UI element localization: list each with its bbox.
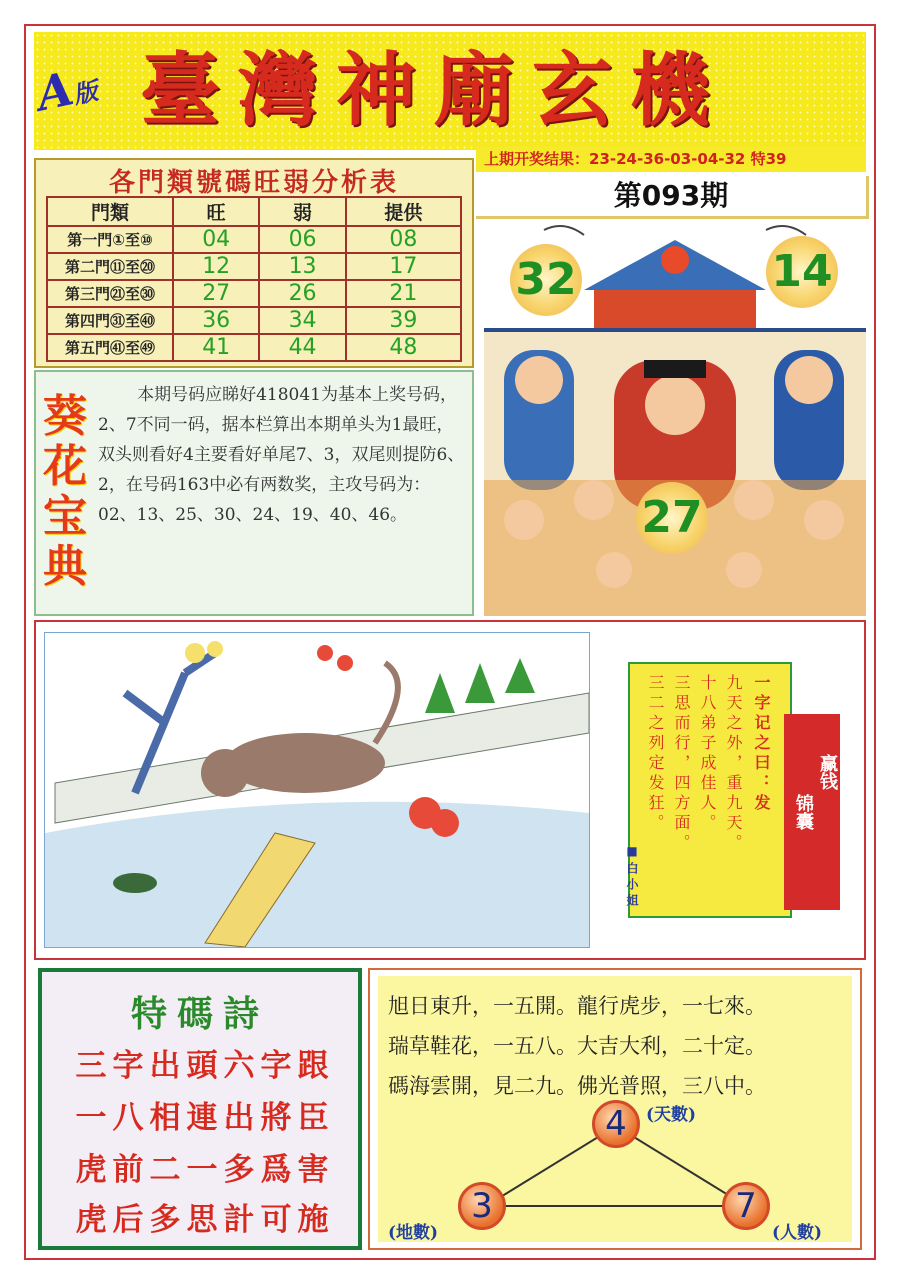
column-header: 弱 bbox=[259, 197, 345, 226]
poem-line: 一八相連出將臣 bbox=[75, 1100, 335, 1136]
lucky-number-disc: 32 bbox=[510, 244, 582, 316]
strong-cell: 36 bbox=[173, 307, 259, 334]
analysis-table bbox=[34, 158, 474, 368]
last-draw-result: 上期开奖结果：23-24-36-03-04-32 特39 bbox=[476, 146, 866, 172]
column-header: 門類 bbox=[47, 197, 173, 226]
human-label: (人數) bbox=[772, 1223, 823, 1243]
group-cell: 第五門㊶至㊾ bbox=[47, 334, 173, 361]
offer-cell: 48 bbox=[346, 334, 461, 361]
column-header: 提供 bbox=[346, 197, 461, 226]
verse-line: 碼海雲開，見二九。佛光普照，三八中。 bbox=[388, 1074, 766, 1098]
poem-line: 虎前二一多爲害 bbox=[75, 1152, 335, 1188]
riddle-illustration bbox=[44, 632, 590, 948]
offer-cell: 08 bbox=[346, 226, 461, 253]
table-header-row bbox=[47, 197, 461, 226]
scroll-heading: 一字记之曰：发 bbox=[752, 674, 771, 814]
monkey-scene-drawing bbox=[45, 633, 589, 947]
analysis-table-title: 各門類號碼旺弱分析表 bbox=[108, 168, 399, 198]
sunflower-box bbox=[34, 370, 474, 616]
group-cell: 第三門㉑至㉚ bbox=[47, 280, 173, 307]
tag-bottom-text: 锦囊 bbox=[793, 794, 814, 830]
scroll-verse-column: 三二之列定发狂。 bbox=[646, 674, 665, 834]
sunflower-text: 本期号码应睇好418041为基本上奖号码，2、7不同一码，据本栏算出本期单头为1最旺，双头则看好4主要看好单尾7、3，双尾则提防6、2，在号码163中必有两数奖，主攻号码为：02、13、25、30、24、19、40、46。 bbox=[98, 385, 465, 525]
strong-cell: 12 bbox=[173, 253, 259, 280]
weak-cell: 44 bbox=[259, 334, 345, 361]
verse-line: 瑞草鞋花，一五八。大吉大利，二十定。 bbox=[388, 1034, 766, 1058]
weak-cell: 26 bbox=[259, 280, 345, 307]
lucky-number-disc: 27 bbox=[636, 482, 708, 554]
scroll-verse-column: 十八弟子成佳人。 bbox=[698, 674, 717, 834]
riddle-scroll bbox=[625, 662, 792, 918]
offer-cell: 21 bbox=[346, 280, 461, 307]
table-row bbox=[47, 253, 461, 280]
group-cell: 第二門⑪至⑳ bbox=[47, 253, 173, 280]
sunflower-label: 葵花宝典 bbox=[43, 391, 87, 592]
special-code-poem bbox=[38, 968, 362, 1250]
strong-cell: 41 bbox=[173, 334, 259, 361]
lucky-number-disc: 14 bbox=[766, 236, 838, 308]
verse-line: 旭日東升，一五開。龍行虎步，一七來。 bbox=[388, 994, 766, 1018]
poem-title: 特碼詩 bbox=[130, 993, 269, 1035]
table-row bbox=[47, 334, 461, 361]
strong-cell: 27 bbox=[173, 280, 259, 307]
issue-number: 第093期 bbox=[476, 176, 869, 219]
scroll-verse-column: 三思而行，四方面。 bbox=[672, 674, 691, 854]
poem-line: 三字出頭六字跟 bbox=[75, 1048, 335, 1084]
page-title: 臺灣神廟玄機 bbox=[140, 43, 728, 137]
earth-number-ball: 3 bbox=[458, 1182, 506, 1230]
heaven-label: (天數) bbox=[646, 1105, 697, 1125]
scroll-signature: ■白小姐 bbox=[625, 844, 639, 910]
group-cell: 第四門㉛至㊵ bbox=[47, 307, 173, 334]
offer-cell: 17 bbox=[346, 253, 461, 280]
edition-badge-suffix: 版 bbox=[70, 75, 101, 110]
scroll-verse-column: 九天之外，重九天。 bbox=[724, 674, 743, 854]
analysis-grid bbox=[46, 196, 462, 362]
heaven-number-ball: 4 bbox=[592, 1100, 640, 1148]
group-cell: 第一門①至⑩ bbox=[47, 226, 173, 253]
edition-badge-letter: A bbox=[31, 61, 78, 122]
weak-cell: 06 bbox=[259, 226, 345, 253]
poem-line: 虎后多思計可施 bbox=[75, 1202, 335, 1238]
temple-illustration bbox=[484, 220, 866, 616]
table-row bbox=[47, 307, 461, 334]
weak-cell: 34 bbox=[259, 307, 345, 334]
offer-cell: 39 bbox=[346, 307, 461, 334]
strong-cell: 04 bbox=[173, 226, 259, 253]
earth-label: (地數) bbox=[388, 1223, 439, 1243]
table-row bbox=[47, 280, 461, 307]
tag-top-text: 赢钱 bbox=[817, 754, 838, 790]
human-number-ball: 7 bbox=[722, 1182, 770, 1230]
verse-panel bbox=[378, 976, 852, 1242]
red-tag bbox=[784, 714, 840, 910]
weak-cell: 13 bbox=[259, 253, 345, 280]
table-row bbox=[47, 226, 461, 253]
column-header: 旺 bbox=[173, 197, 259, 226]
